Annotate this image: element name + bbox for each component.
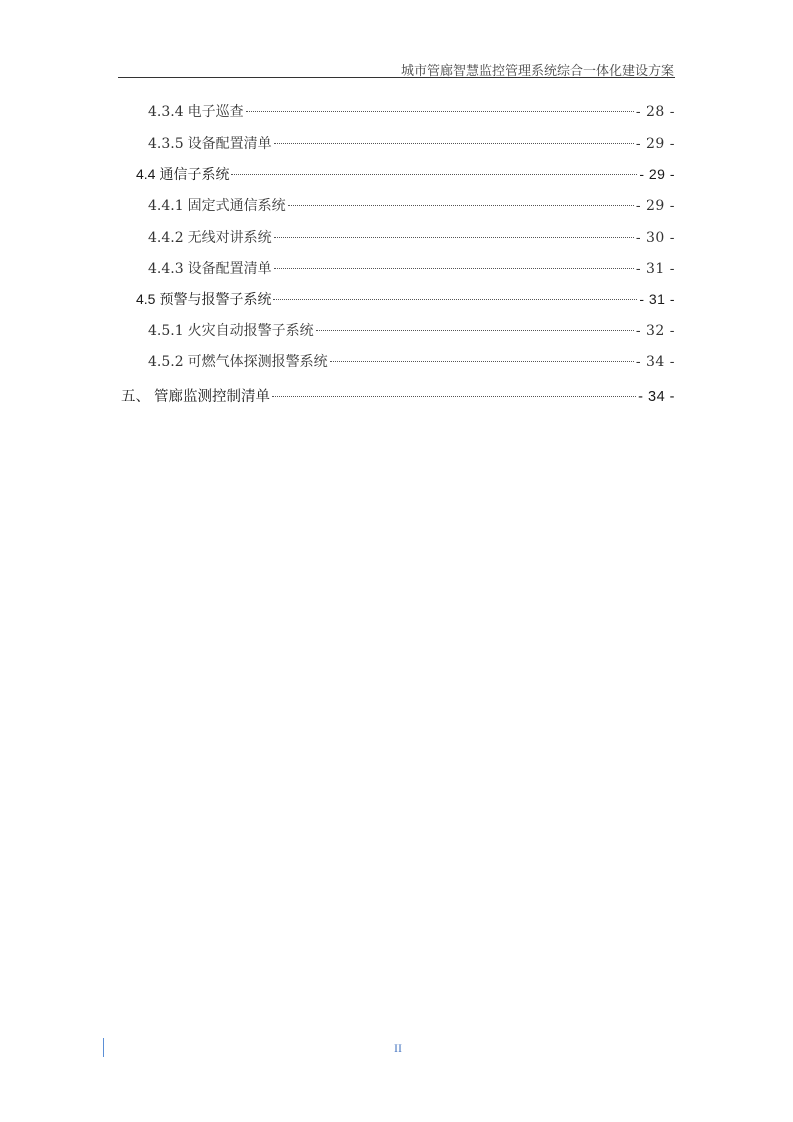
toc-entry-page: - 32 - bbox=[635, 323, 675, 339]
toc-entry-4-4[interactable] bbox=[136, 164, 675, 184]
toc-entry-title: 固定式通信系统 bbox=[187, 198, 286, 214]
toc-dot-leader bbox=[272, 387, 636, 402]
toc-entry-number: 4.4.1 bbox=[148, 198, 184, 214]
toc-entry-4-5-1[interactable] bbox=[148, 320, 675, 340]
toc-entry-4-5-2[interactable] bbox=[148, 351, 675, 371]
toc-dot-leader bbox=[316, 321, 634, 335]
toc-entry-title: 设备配置清单 bbox=[187, 261, 272, 277]
toc-dot-leader bbox=[288, 196, 634, 210]
toc-dot-leader bbox=[274, 134, 634, 148]
toc-entry-title: 预警与报警子系统 bbox=[159, 291, 272, 307]
toc-dot-leader bbox=[246, 102, 634, 116]
toc-dot-leader bbox=[231, 165, 637, 179]
footer-page-number: II bbox=[394, 1041, 402, 1055]
toc-entry-4-4-2[interactable] bbox=[148, 227, 675, 247]
toc-entry-chapter-5[interactable] bbox=[121, 385, 675, 406]
toc-entry-page: - 29 - bbox=[635, 198, 675, 214]
toc-entry-number: 4.4 bbox=[136, 166, 156, 182]
toc-entry-title: 管廊监测控制清单 bbox=[154, 389, 270, 405]
toc-entry-page: - 28 - bbox=[635, 104, 675, 120]
toc-entry-page: - 31 - bbox=[639, 291, 675, 307]
toc-entry-page: - 30 - bbox=[635, 230, 675, 246]
toc-entry-title: 设备配置清单 bbox=[187, 136, 272, 152]
toc-entry-number: 4.5 bbox=[136, 291, 156, 307]
toc-entry-page: - 31 - bbox=[635, 261, 675, 277]
toc-entry-title: 通信子系统 bbox=[159, 166, 230, 182]
toc-entry-number: 4.4.2 bbox=[148, 230, 184, 246]
toc-dot-leader bbox=[330, 352, 634, 366]
toc-entry-title: 电子巡查 bbox=[187, 104, 244, 120]
toc-entry-number: 4.5.1 bbox=[148, 323, 184, 339]
toc-entry-number: 4.4.3 bbox=[148, 261, 184, 277]
header-divider bbox=[118, 77, 675, 78]
toc-dot-leader bbox=[274, 228, 634, 242]
toc-entry-number: 五、 bbox=[121, 389, 150, 405]
toc-entry-page: - 29 - bbox=[639, 166, 675, 182]
toc-entry-page: - 34 - bbox=[638, 389, 675, 405]
toc-entry-number: 4.3.5 bbox=[148, 136, 184, 152]
toc-entry-number: 4.5.2 bbox=[148, 354, 184, 370]
toc-entry-title: 可燃气体探测报警系统 bbox=[187, 354, 328, 370]
toc-dot-leader bbox=[273, 290, 637, 304]
toc-entry-title: 无线对讲系统 bbox=[187, 230, 272, 246]
toc-entry-title: 火灾自动报警子系统 bbox=[187, 323, 314, 339]
toc-entry-4-5[interactable] bbox=[136, 289, 675, 309]
toc-entry-page: - 34 - bbox=[635, 354, 675, 370]
toc-entry-4-4-1[interactable] bbox=[148, 195, 675, 215]
document-title: 城市管廊智慧监控管理系统综合一体化建设方案 bbox=[400, 64, 674, 79]
toc-entry-number: 4.3.4 bbox=[148, 104, 184, 120]
toc-entry-page: - 29 - bbox=[635, 136, 675, 152]
toc-entry-4-4-3[interactable] bbox=[148, 258, 675, 278]
toc-entry-4-3-5[interactable] bbox=[148, 133, 675, 153]
footer-accent-bar bbox=[103, 1038, 104, 1057]
toc-dot-leader bbox=[274, 259, 634, 273]
toc-entry-4-3-4[interactable] bbox=[148, 101, 675, 121]
